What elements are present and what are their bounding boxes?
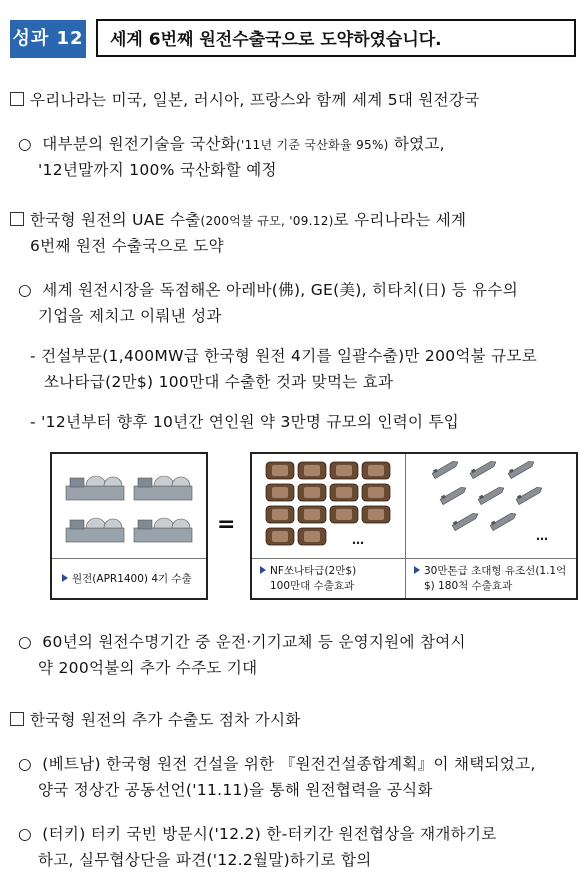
section-2-subitem-1-line-2: 쏘나타급(2만$) 100만대 수출한 것과 맞먹는 효과 [44,373,394,391]
ships-caption-line-1: 30만톤급 초대형 유조선(1.1억 [424,565,567,577]
ships-ellipsis: … [536,529,548,543]
square-bullet-icon [10,92,24,106]
square-bullet-icon [10,712,24,726]
section-3-item-2 [18,822,497,844]
triangle-marker-icon [414,566,420,574]
section-3-bullet [10,708,301,730]
square-bullet-icon [10,212,24,226]
circle-bullet-icon: ○ [18,135,32,153]
triangle-marker-icon [62,574,68,582]
cars-caption-line-2: 100만대 수출효과 [270,580,355,592]
section-2-bullet-line-2: 6번째 원전 수출국으로 도약 [30,237,224,255]
equals-sign: = [217,512,236,537]
car-icon [330,484,358,501]
tanker-ship-icon [477,484,505,505]
section-2-text-end: 로 우리나라는 세계 [333,211,467,229]
achievement-badge: 성과 12 [10,20,86,58]
car-icon [330,506,358,523]
car-icon [330,462,358,479]
ships-caption-line-2: $) 180척 수출효과 [424,580,513,592]
section-2-subitem-1: - 건설부문(1,400MW급 한국형 원전 4기를 일괄수출)만 200억불 규모로 [30,347,538,365]
section-1-bullet [10,88,480,110]
tanker-ship-icon [515,484,543,505]
car-icon [298,484,326,501]
car-icon [266,528,294,545]
item-note: ('11년 기준 국산화율 95%) [236,138,389,152]
section-2-bullet [10,208,466,230]
tanker-ship-icon [507,458,535,479]
tanker-ship-icon [489,510,517,531]
circle-bullet-icon: ○ [18,755,32,773]
section-1-item-1 [18,132,445,154]
car-icon [266,506,294,523]
plants-caption [62,572,192,587]
cars-illustration [252,456,402,556]
tanker-ship-icon [469,458,497,479]
item-text: 60년의 원전수명기간 중 운전·기기교체 등 운영지원에 참여시 [42,633,466,651]
figure-equivalent-box [250,452,578,600]
ships-illustration [408,456,576,556]
item-text: 세계 원전시장을 독점해온 아레바(佛), GE(美), 히타치(日) 등 유수의 [42,281,518,299]
car-icon [298,506,326,523]
tanker-ship-icon [439,484,467,505]
section-2-item-2-line-2: 약 200억불의 추가 수주도 기대 [38,659,258,677]
section-3-item-1 [18,752,536,774]
figure-plants-box [50,452,208,600]
car-icon [298,462,326,479]
tanker-ship-icon [431,458,459,479]
section-2-text: 한국형 원전의 UAE 수출 [30,211,201,229]
page-title: 세계 6번째 원전수출국으로 도약하였습니다. [96,19,576,57]
nuclear-plants-illustration [52,460,206,560]
cars-ellipsis: … [352,533,364,547]
section-1-item-1-line-2: '12년말까지 100% 국산화할 예정 [38,161,277,179]
car-icon [362,506,390,523]
section-3-text: 한국형 원전의 추가 수출도 점차 가시화 [30,711,301,729]
section-2-item-1 [18,278,518,300]
section-2-subitem-2: - '12년부터 향후 10년간 연인원 약 3만명 규모의 인력이 투입 [30,413,460,431]
circle-bullet-icon: ○ [18,281,32,299]
section-1-text: 우리나라는 미국, 일본, 러시아, 프랑스와 함께 세계 5대 원전강국 [30,91,480,109]
cars-caption-line-1: NF쏘나타급(2만$) [270,565,357,577]
car-icon [266,462,294,479]
item-text: 대부분의 원전기술을 국산화 [42,135,237,153]
nuclear-plant-icon [66,476,124,500]
circle-bullet-icon: ○ [18,633,32,651]
plants-caption-text: 원전(APR1400) 4기 수출 [72,573,192,585]
car-icon [362,484,390,501]
car-icon [266,484,294,501]
car-icon [298,528,326,545]
nuclear-plant-icon [134,476,192,500]
cars-caption [260,564,356,594]
nuclear-plant-icon [134,518,192,542]
nuclear-plant-icon [66,518,124,542]
tanker-ship-icon [451,510,479,531]
section-3-item-2-line-2: 하고, 실무협상단을 파견('12.2월말)하기로 합의 [38,851,372,869]
section-3-item-1-line-2: 양국 정상간 공동선언('11.11)을 통해 원전협력을 공식화 [38,781,433,799]
section-2-note: (200억불 규모, '09.12) [200,214,334,228]
item-text-end: 하였고, [393,135,445,153]
circle-bullet-icon: ○ [18,825,32,843]
ships-caption [414,564,566,594]
section-2-item-2 [18,630,466,652]
item-text: (베트남) 한국형 원전 건설을 위한 『원전건설종합계획』이 채택되었고, [42,755,536,773]
section-2-item-1-line-2: 기업을 제치고 이뤄낸 성과 [38,307,222,325]
item-text: (터키) 터키 국빈 방문시('12.2) 한-터키간 원전협상을 재개하기로 [42,825,497,843]
triangle-marker-icon [260,566,266,574]
car-icon [362,462,390,479]
